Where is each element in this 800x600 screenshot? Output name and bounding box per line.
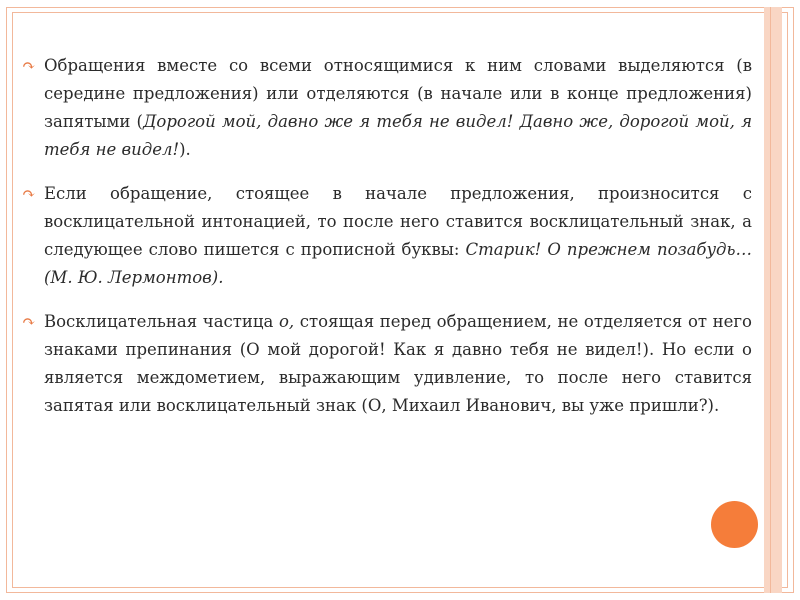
decorative-side-band xyxy=(764,7,782,593)
paragraph-3-tail: стоящая перед обращением, не отделяется от него знаками препинания (О мой дорогой! Как я давно тебя не видел!). Но если о является междометием, выражающим удивление, то после него ставится запятая или восклицательный знак (О, Михаил Иванович, вы уже пришли?). xyxy=(44,312,752,415)
paragraph-2 xyxy=(22,180,752,292)
paragraph-2-text: Если обращение, стоящее в начале предложения, произносится с восклицательной интонацией, то после него ставится восклицательный знак, а следующее слово пишется с прописной буквы: xyxy=(44,184,752,259)
slide-content xyxy=(22,52,752,436)
paragraph-1-tail: ). xyxy=(179,140,191,159)
paragraph-3-example: о, xyxy=(278,312,295,331)
decorative-circle xyxy=(711,501,758,548)
curved-bullet-icon: ↷ xyxy=(22,56,36,75)
curved-bullet-icon: ↷ xyxy=(22,184,36,203)
paragraph-2-example: Старик! О прежнем позабудь…(М. Ю. Лермонтов). xyxy=(44,240,752,287)
paragraph-3-text: Восклицательная частица xyxy=(44,312,279,331)
curved-bullet-icon: ↷ xyxy=(22,312,36,331)
paragraph-1-example: Дорогой мой, давно же я тебя не видел! Давно же, дорогой мой, я тебя не видел! xyxy=(44,112,752,159)
paragraph-1-text: Обращения вместе со всеми относящимися к ним словами выделяются (в середине предложения) или отделяются (в начале или в конце предложения) запятыми ( xyxy=(44,56,752,131)
paragraph-1 xyxy=(22,52,752,164)
decorative-side-line xyxy=(770,7,771,593)
paragraph-3 xyxy=(22,308,752,420)
